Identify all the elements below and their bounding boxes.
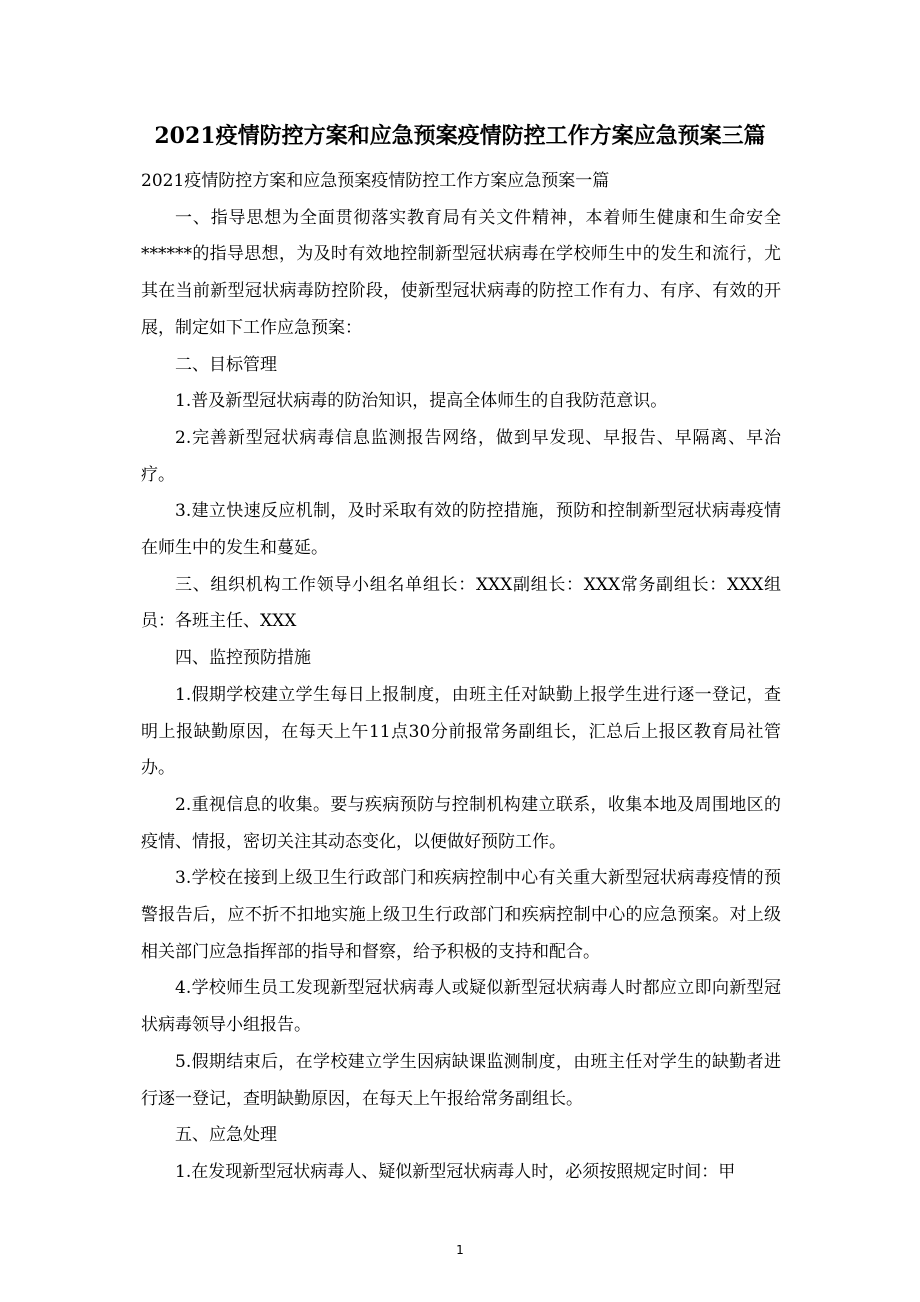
page-number: 1 [456, 1243, 464, 1257]
section-heading-monitoring: 四、监控预防措施 [175, 648, 311, 669]
paragraph-monitoring-3: 3.学校在接到上级卫生行政部门和疾病控制中心有关重大新型冠状病毒疫情的预警报告后，应不折不扣地实施上级卫生行政部门和疾病控制中心的应急预案。对上级相关部门应急指挥部的指导和督察，给予积极的支持和配合。 [141, 868, 781, 962]
paragraph-monitoring-4: 4.学校师生员工发现新型冠状病毒人或疑似新型冠状病毒人时都应立即向新型冠状病毒领导小组报告。 [141, 978, 781, 1036]
paragraph-monitoring-1: 1.假期学校建立学生每日上报制度，由班主任对缺勤上报学生进行逐一登记，查明上报缺勤原因，在每天上午11点30分前报常务副组长，汇总后上报区教育局社管办。 [141, 684, 781, 779]
paragraph-monitoring-2: 2.重视信息的收集。要与疾病预防与控制机构建立联系，收集本地及周围地区的疫情、情报，密切关注其动态变化，以便做好预防工作。 [141, 794, 781, 852]
paragraph-goal-2: 2.完善新型冠状病毒信息监测报告网络，做到早发现、早报告、早隔离、早治疗。 [141, 427, 781, 485]
section-heading-emergency: 五、应急处理 [175, 1125, 277, 1146]
document-body [141, 163, 781, 1191]
subtitle-paragraph: 2021疫情防控方案和应急预案疫情防控工作方案应急预案一篇 [141, 171, 610, 191]
document-title: 2021疫情防控方案和应急预案疫情防控工作方案应急预案三篇 [154, 123, 766, 149]
section-heading-goals: 二、目标管理 [175, 354, 277, 375]
paragraph-guiding-ideology: 一、指导思想为全面贯彻落实教育局有关文件精神，本着师生健康和生命安全******的指导思想，为及时有效地控制新型冠状病毒在学校师生中的发生和流行，尤其在当前新型冠状病毒防控阶段，使新型冠状病毒的防控工作有力、有序、有效的开展，制定如下工作应急预案： [141, 207, 781, 338]
paragraph-goal-3: 3.建立快速反应机制，及时采取有效的防控措施，预防和控制新型冠状病毒疫情在师生中的发生和蔓延。 [141, 501, 781, 559]
paragraph-organization: 三、组织机构工作领导小组名单组长：XXX副组长：XXX常务副组长：XXX组员：各班主任、XXX [141, 574, 781, 632]
paragraph-goal-1: 1.普及新型冠状病毒的防治知识，提高全体师生的自我防范意识。 [175, 391, 668, 412]
paragraph-emergency-1: 1.在发现新型冠状病毒人、疑似新型冠状病毒人时，必须按照规定时间：甲 [175, 1161, 736, 1182]
paragraph-monitoring-5: 5.假期结束后，在学校建立学生因病缺课监测制度，由班主任对学生的缺勤者进行逐一登记，查明缺勤原因，在每天上午报给常务副组长。 [141, 1051, 781, 1109]
